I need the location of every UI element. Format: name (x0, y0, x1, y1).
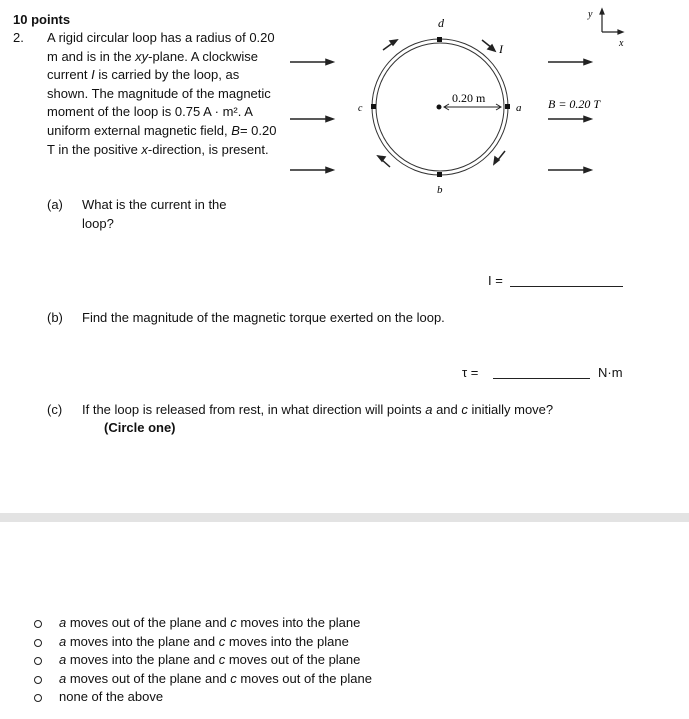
option-radio[interactable] (34, 639, 42, 647)
torque-answer-label: τ = (462, 365, 479, 380)
option-label[interactable]: a moves into the plane and c moves out of the plane (59, 652, 361, 667)
part-b-label: (b) (47, 310, 63, 325)
axes-icon (600, 9, 623, 34)
svg-text:y: y (588, 9, 593, 20)
loop-figure (280, 0, 689, 200)
option-radio[interactable] (34, 676, 42, 684)
option-label[interactable]: a moves out of the plane and c moves into the plane (59, 615, 361, 630)
question-number: 2. (13, 30, 24, 45)
field-arrows (290, 60, 591, 173)
part-c-label: (c) (47, 402, 63, 417)
label-a: a (516, 102, 522, 114)
option-radio[interactable] (34, 694, 42, 702)
current-answer-label: I = (488, 273, 503, 288)
option-radio[interactable] (34, 620, 42, 628)
label-b: b (437, 184, 443, 196)
svg-text:x: x (619, 38, 624, 49)
option-radio[interactable] (34, 657, 42, 665)
points-label: 10 points (13, 12, 71, 27)
part-a-text: What is the current in the loop? (82, 197, 227, 231)
part-c-text: If the loop is released from rest, in what direction will points a and c initially move? (82, 402, 554, 417)
current-answer-blank[interactable] (510, 286, 623, 287)
label-c: c (358, 103, 363, 114)
radius-label: 0.20 m (452, 91, 486, 105)
label-current: I (499, 42, 503, 56)
option-label[interactable]: a moves into the plane and c moves into the plane (59, 634, 349, 649)
section-divider (0, 513, 689, 522)
option-label[interactable]: a moves out of the plane and c moves out of the plane (59, 671, 372, 686)
torque-answer-blank[interactable] (493, 378, 590, 379)
torque-unit: N·m (598, 365, 623, 380)
label-d: d (438, 16, 444, 30)
part-a-label: (a) (47, 197, 63, 212)
field-label: B = 0.20 T (548, 97, 601, 111)
option-label[interactable]: none of the above (59, 689, 164, 704)
circle-one-instruction: (Circle one) (104, 420, 176, 435)
part-b-text: Find the magnitude of the magnetic torque exerted on the loop. (82, 310, 445, 325)
question-text: A rigid circular loop has a radius of 0.20 m and is in the xy-plane. A clockwise current I is carried by the loop, as shown. The magnitude of the magnetic moment of the loop is 0.75 A · m². A uniform external magnetic field, B= 0.20 T in the positive x-direction, is present. (47, 30, 277, 157)
